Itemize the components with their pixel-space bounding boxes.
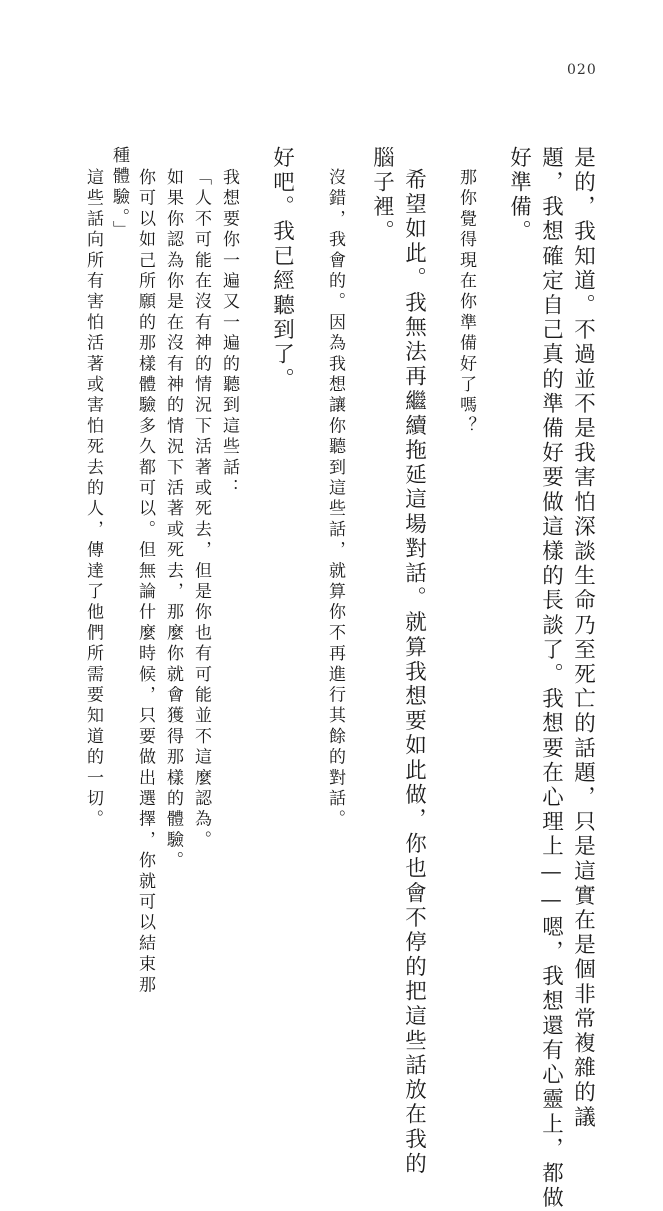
body-column-5: 希望如此。我無法再繼續拖延這場對話。就算我想要如此做，你也會不停的把這些話放在我的 <box>401 168 427 1177</box>
body-column-8: 好吧。我已經聽到了。 <box>269 146 295 392</box>
body-column-13: 種體驗。」 <box>109 146 129 241</box>
body-column-4: 那你覺得現在你準備好了嗎？ <box>456 168 476 438</box>
body-column-11: 如果你認為你是在沒有神的情況下活著或死去，那麼你就會獲得那樣的體驗。 <box>163 168 183 872</box>
page-number: 020 <box>567 62 597 78</box>
body-column-10: 「人不可能在沒有神的情況下活著或死去，但是你也有可能並不這麼認為。 <box>191 168 211 852</box>
body-column-14: 這些話向所有害怕活著或害怕死去的人，傳達了他們所需要知道的一切。 <box>83 168 103 831</box>
body-column-7: 沒錯，我會的。因為我想讓你聽到這些話，就算你不再進行其餘的對話。 <box>325 168 345 831</box>
body-column-6: 腦子裡。 <box>369 146 395 245</box>
body-column-9: 我想要你一遍又一遍的聽到這些話： <box>219 168 239 500</box>
body-column-1: 是的，我知道。不過並不是我害怕深談生命乃至死亡的話題，只是這實在是個非常複雜的議 <box>570 146 596 1130</box>
body-column-2: 題，我想確定自己真的準備好要做這樣的長談了。我想要在心理上——嗯，我想還有心靈上，都做 <box>538 146 564 1211</box>
body-column-3: 好準備。 <box>506 146 532 245</box>
body-column-12: 你可以如己所願的那樣體驗多久都可以。但無論什麼時候，只要做出選擇，你就可以結束那 <box>135 168 155 996</box>
